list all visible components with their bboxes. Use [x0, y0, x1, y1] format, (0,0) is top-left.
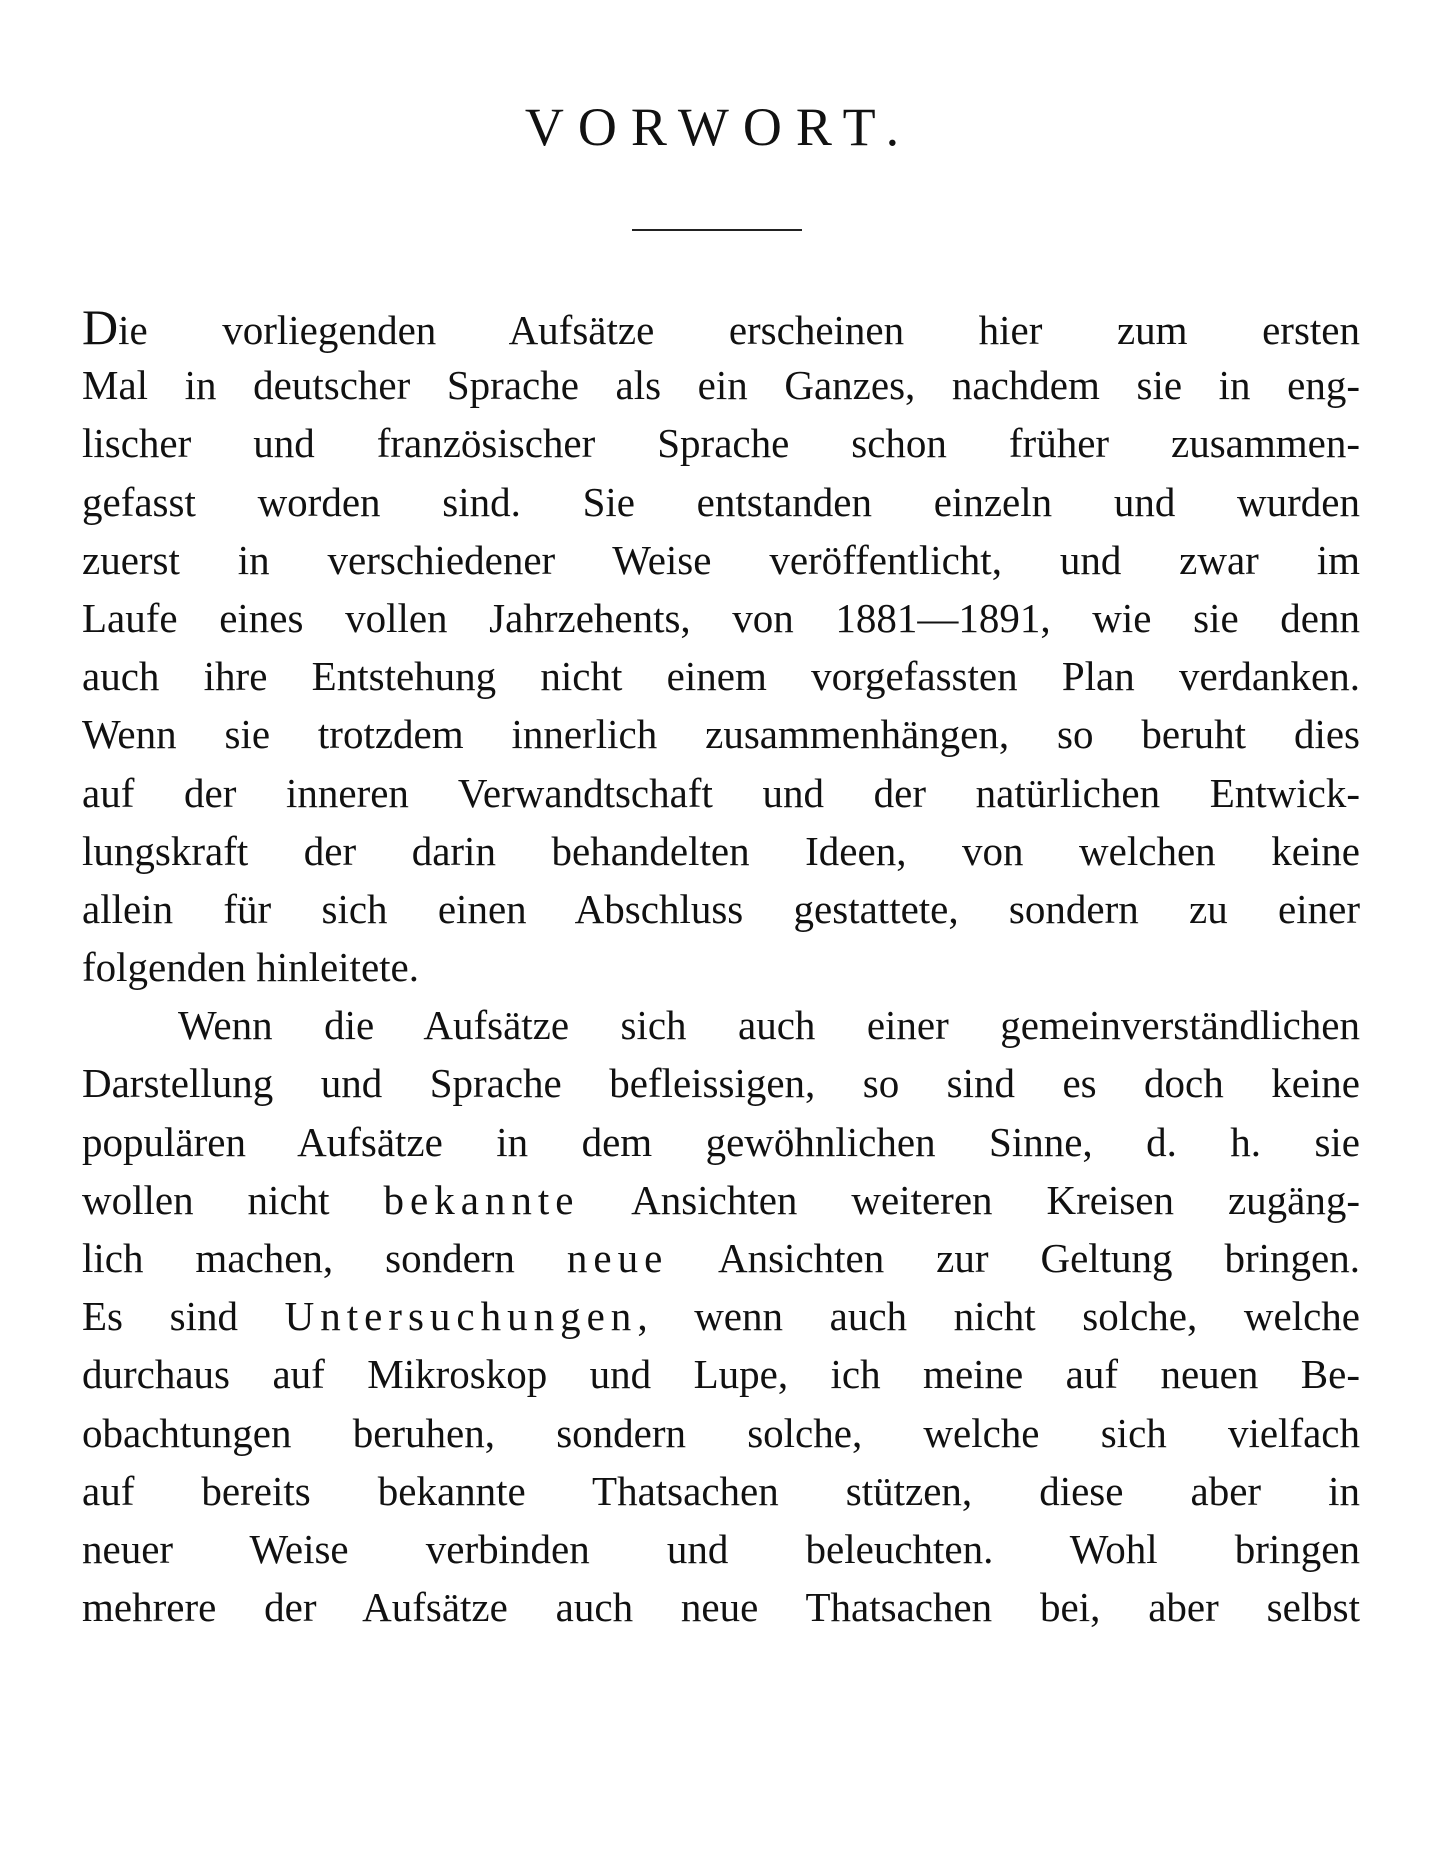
- paragraph2-line-6-post: , wenn auch nicht solche, welche: [637, 1293, 1360, 1340]
- paragraph1-line-7: auch ihre Entstehung nicht einem vorgefassten Plan verdanken.: [82, 653, 1360, 700]
- paragraph1-line-12: folgenden hinleitete.: [82, 944, 419, 991]
- paragraph1-line-8: Wenn sie trotzdem innerlich zusammenhängen, so beruht dies: [82, 711, 1360, 758]
- paragraph2-line-5: [82, 1229, 1360, 1287]
- paragraph2-line-6-pre: Es sind: [82, 1293, 285, 1340]
- paragraph2-line-3: populären Aufsätze in dem gewöhnlichen Sinne, d. h. sie: [82, 1118, 1360, 1165]
- paragraph2-line-4-pre: wollen nicht: [82, 1176, 384, 1223]
- paragraph1-line-2: Mal in deutscher Sprache als ein Ganzes, nachdem sie in eng-: [82, 362, 1360, 409]
- paragraph2-line-6: [82, 1287, 1360, 1345]
- emphasis-neue: neue: [566, 1235, 669, 1281]
- paragraph1-line-9: auf der inneren Verwandtschaft und der natürlichen Entwick-: [82, 769, 1360, 816]
- paragraph1-line-1: [82, 298, 1360, 356]
- paragraph2-line-10: neuer Weise verbinden und beleuchten. Wohl bringen: [82, 1525, 1360, 1572]
- preface-body: [82, 298, 1360, 1636]
- drop-cap: D: [82, 299, 119, 355]
- paragraph2-line-1: Wenn die Aufsätze sich auch einer gemeinverständlichen: [178, 1002, 1360, 1049]
- paragraph1-line-10: lungskraft der darin behandelten Ideen, von welchen keine: [82, 827, 1360, 874]
- paragraph1-line-6: Laufe eines vollen Jahrzehents, von 1881—1891, wie sie denn: [82, 594, 1360, 641]
- paragraph2-line-4-post: Ansichten weiteren Kreisen zugäng-: [579, 1176, 1360, 1223]
- paragraph2-line-2: Darstellung und Sprache befleissigen, so sind es doch keine: [82, 1060, 1360, 1107]
- paragraph2-line-7: durchaus auf Mikroskop und Lupe, ich meine auf neuen Be-: [82, 1351, 1360, 1398]
- paragraph2-line-9: auf bereits bekannte Thatsachen stützen, diese aber in: [82, 1467, 1360, 1514]
- paragraph1-line-1-text: ie vorliegenden Aufsätze erscheinen hier zum ersten: [118, 307, 1360, 353]
- paragraph2-line-5-pre: lich machen, sondern: [82, 1235, 567, 1281]
- paragraph1-line-3: lischer und französischer Sprache schon früher zusammen-: [82, 420, 1360, 467]
- paragraph1-line-11: allein für sich einen Abschluss gestattete, sondern zu einer: [82, 885, 1360, 932]
- paragraph2-line-8: obachtungen beruhen, sondern solche, welche sich vielfach: [82, 1409, 1360, 1456]
- paragraph1-line-5: zuerst in verschiedener Weise veröffentlicht, und zwar im: [82, 536, 1360, 583]
- emphasis-bekannte: bekannte: [383, 1176, 580, 1223]
- title-divider: [632, 229, 802, 231]
- paragraph1-line-4: gefasst worden sind. Sie entstanden einzeln und wurden: [82, 478, 1360, 525]
- paragraph2-line-11: mehrere der Aufsätze auch neue Thatsachen bei, aber selbst: [82, 1584, 1360, 1631]
- paragraph2-line-5-post: Ansichten zur Geltung bringen.: [668, 1235, 1360, 1281]
- paragraph2-line-4: [82, 1171, 1360, 1229]
- emphasis-untersuchungen: Untersuchungen: [284, 1293, 638, 1340]
- page-title: VORWORT.: [524, 97, 914, 157]
